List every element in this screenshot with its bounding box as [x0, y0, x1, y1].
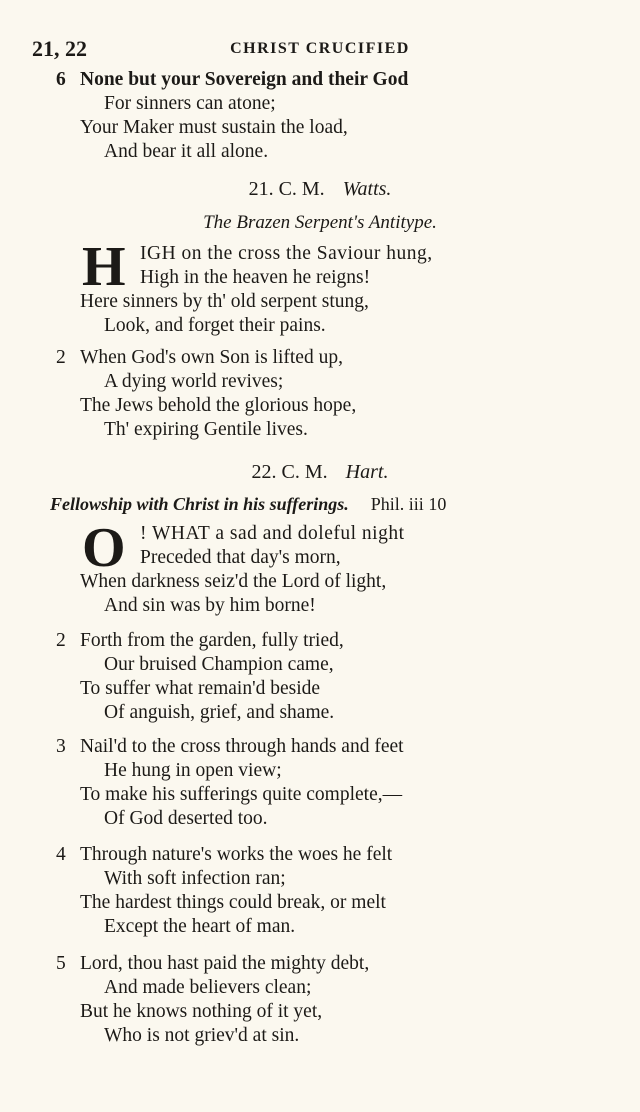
hymn-21-title: The Brazen Serpent's Antitype.	[203, 212, 437, 233]
hymn-author: Watts.	[342, 178, 392, 200]
hymn-22-heading	[0, 461, 640, 484]
page-number: 21, 22	[32, 36, 87, 61]
stanza-number: 5	[56, 953, 66, 974]
verse-line: The hardest things could break, or melt	[80, 892, 386, 913]
verse-line: Nail'd to the cross through hands and feet	[80, 736, 404, 757]
drop-cap: O	[82, 517, 126, 579]
hymn-22-stanza-2	[0, 629, 640, 725]
stanza-number: 4	[56, 844, 66, 865]
verse-line: For sinners can atone;	[104, 93, 276, 114]
stanza-number: 3	[56, 736, 66, 757]
verse-line: And bear it all alone.	[104, 141, 269, 162]
verse-line: He hung in open view;	[104, 760, 282, 781]
stanza-6	[0, 68, 640, 164]
verse-line: Our bruised Champion came,	[104, 654, 334, 675]
verse-line: Your Maker must sustain the load,	[80, 117, 348, 138]
verse-line: Preceded that day's morn,	[140, 547, 341, 568]
scripture-reference: Phil. iii 10	[370, 494, 447, 514]
verse-line: Forth from the garden, fully tried,	[80, 630, 344, 651]
hymn-22-stanza-3	[0, 735, 640, 831]
verse-line: Except the heart of man.	[104, 916, 296, 937]
verse-line: Look, and forget their pains.	[104, 315, 326, 336]
stanza-number: 2	[56, 347, 66, 368]
verse-line: The Jews behold the glorious hope,	[80, 395, 357, 416]
verse-line: ! WHAT a sad and doleful night	[140, 523, 405, 544]
verse-line: A dying world revives;	[104, 371, 284, 392]
verse-line: Th' expiring Gentile lives.	[104, 419, 308, 440]
hymn-number-meter: 21. C. M.	[248, 178, 325, 200]
hymn-author: Hart.	[345, 461, 389, 483]
stanza-number: 6	[56, 69, 66, 90]
page-header	[0, 36, 640, 66]
verse-line: IGH on the cross the Saviour hung,	[140, 243, 433, 264]
hymn-21-stanza-1	[0, 236, 640, 338]
verse-line: But he knows nothing of it yet,	[80, 1001, 323, 1022]
verse-line: When God's own Son is lifted up,	[80, 347, 343, 368]
verse-line: High in the heaven he reigns!	[140, 267, 371, 288]
verse-line: None but your Sovereign and their God	[80, 69, 409, 90]
hymn-22-stanza-4	[0, 843, 640, 939]
hymn-title-text: Fellowship with Christ in his sufferings.	[50, 494, 349, 514]
hymn-number-meter: 22. C. M.	[251, 461, 328, 483]
verse-line: Of anguish, grief, and shame.	[104, 702, 335, 723]
verse-line: When darkness seiz'd the Lord of light,	[80, 571, 387, 592]
hymn-22-title	[50, 494, 446, 515]
verse-line: Here sinners by th' old serpent stung,	[80, 291, 369, 312]
stanza-number: 2	[56, 630, 66, 651]
verse-line: Who is not griev'd at sin.	[104, 1025, 300, 1046]
hymn-21-heading	[0, 178, 640, 201]
verse-line: Lord, thou hast paid the mighty debt,	[80, 953, 370, 974]
hymn-22-stanza-5	[0, 952, 640, 1048]
running-title: CHRIST CRUCIFIED	[230, 40, 410, 57]
verse-line: And sin was by him borne!	[104, 595, 316, 616]
verse-line: Through nature's works the woes he felt	[80, 844, 393, 865]
hymn-22-stanza-1	[0, 517, 640, 618]
hymn-21-stanza-2	[0, 346, 640, 442]
verse-line: To make his sufferings quite complete,—	[80, 784, 403, 805]
verse-line: With soft infection ran;	[104, 868, 286, 889]
drop-cap: H	[82, 236, 126, 298]
verse-line: To suffer what remain'd beside	[80, 678, 321, 699]
verse-line: Of God deserted too.	[104, 808, 268, 829]
verse-line: And made believers clean;	[104, 977, 312, 998]
